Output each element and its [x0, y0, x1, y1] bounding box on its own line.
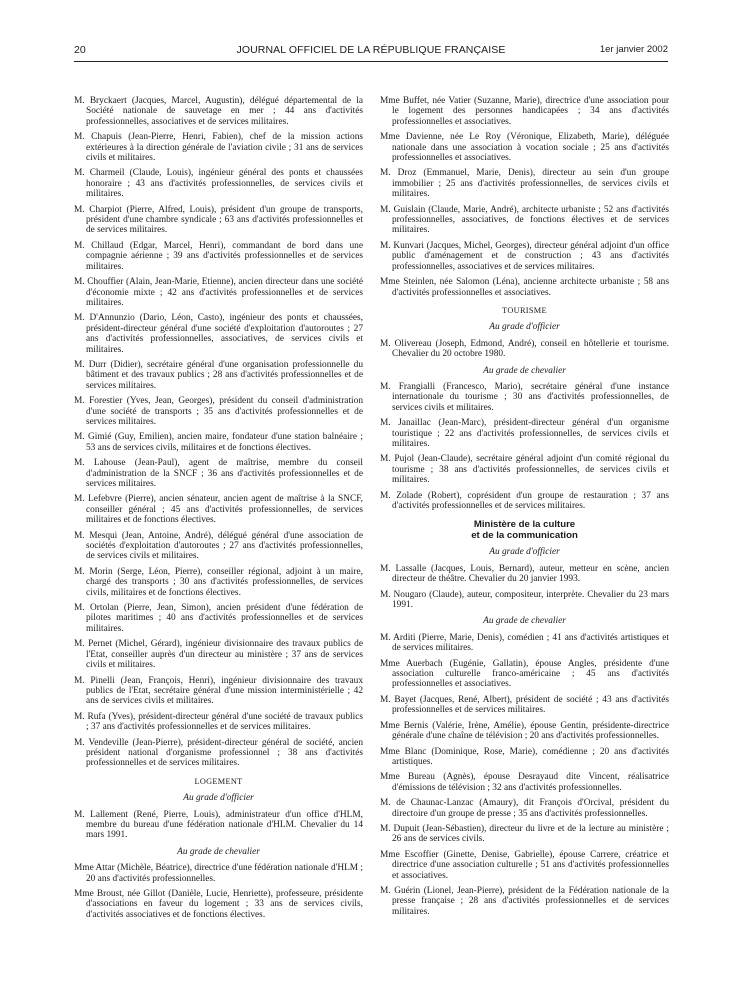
- grade-heading: Au grade d'officier: [183, 793, 254, 804]
- right-column: [380, 96, 669, 922]
- grade-heading: Au grade de chevalier: [483, 616, 566, 627]
- grade-heading: Au grade de chevalier: [483, 365, 566, 376]
- decoration-entry: M. Droz (Emmanuel, Marie, Denis), directeur au sein d'un groupe immobilier ; 25 ans d'activités professionnelles, de services civils et militaires.: [380, 168, 669, 200]
- decoration-entry: M. Forestier (Yves, Jean, Georges), président du conseil d'administration d'une société de transports ; 35 ans d'activités professionnelles et de services militaires.: [74, 396, 363, 427]
- decoration-entry: Mme Davienne, née Le Roy (Véronique, Elizabeth, Marie), déléguée nationale dans une association à vocation sociale ; 25 ans d'activités professionnelles et associatives.: [380, 132, 669, 164]
- decoration-entry: M. Lahouse (Jean-Paul), agent de maîtrise, membre du conseil d'administration de la SNCF ; 36 ans d'activités professionnelles et de services militaires.: [74, 458, 363, 489]
- decoration-entry: M. Nougaro (Claude), auteur, compositeur, interprète. Chevalier du 23 mars 1991.: [380, 589, 669, 611]
- grade-heading: Au grade d'officier: [489, 322, 560, 333]
- header-rule: [74, 61, 668, 62]
- decoration-entry: M. Janaillac (Jean-Marc), président-directeur général d'un organisme touristique ; 22 ans d'activités professionnelles, de services civils et militaires.: [380, 418, 669, 449]
- left-column: [74, 96, 363, 925]
- decoration-entry: M. Rufa (Yves), président-directeur général d'une société de travaux publics ; 37 ans d'activités professionnelles et de services militaires.: [74, 711, 363, 733]
- decoration-entry: M. Guislain (Claude, Marie, André), architecte urbaniste ; 52 ans d'activités professionnelles, associatives, de fonctions électives et de services militaires.: [380, 204, 669, 236]
- decoration-entry: M. Chouffier (Alain, Jean-Marie, Etienne), ancien directeur dans une société d'économie mixte ; 42 ans d'activités professionnelles et de services militaires.: [74, 277, 363, 308]
- decoration-entry: Mme Escoffier (Ginette, Denise, Gabrielle), épouse Carrere, créatrice et directrice d'une association culturelle ; 51 ans d'activités professionnelles et associatives.: [380, 849, 669, 881]
- decoration-entry: M. D'Annunzio (Dario, Léon, Casto), ingénieur des ponts et chaussées, président-directeur général d'une société d'exploitation d'autoroutes ; 27 ans d'activités professionnelles, associatives, de services civils et militaires.: [74, 313, 363, 355]
- decoration-entry: Mme Bureau (Agnès), épouse Desrayaud dite Vincent, réalisatrice d'émissions de télévision ; 32 ans d'activités professionnelles.: [380, 772, 669, 793]
- decoration-entry: M. Arditi (Pierre, Marie, Denis), comédien ; 41 ans d'activités artistiques et de services militaires.: [380, 632, 669, 654]
- decoration-entry: Mme Broust, née Gillot (Danièle, Lucie, Henriette), professeure, présidente d'associations en faveur du logement ; 33 ans de services civils, d'activités associatives et de fonctions électives.: [74, 889, 363, 920]
- page-header: [74, 44, 668, 60]
- decoration-entry: M. Ortolan (Pierre, Jean, Simon), ancien président d'une fédération de pilotes maritimes ; 40 ans d'activités professionnelles et de services militaires.: [74, 603, 363, 634]
- decoration-entry: M. Durr (Didier), secrétaire général d'une organisation professionnelle du bâtiment et des travaux publics ; 28 ans d'activités professionnelles et de services militaires.: [74, 359, 363, 391]
- page-number: 20: [74, 44, 86, 56]
- grade-heading: Au grade de chevalier: [177, 846, 260, 857]
- decoration-entry: M. Mesqui (Jean, Antoine, André), délégué général d'une association de sociétés d'exploitation d'autoroutes ; 27 ans d'activités professionnelles, de services civils et militaires.: [74, 530, 363, 562]
- issue-date: 1er janvier 2002: [599, 44, 668, 55]
- decoration-entry: Mme Steinlen, née Salomon (Léna), ancienne architecte urbaniste ; 58 ans d'activités professionnelles et associatives.: [380, 277, 669, 298]
- decoration-entry: M. Lefebvre (Pierre), ancien sénateur, ancien agent de maîtrise à la SNCF, conseiller général ; 45 ans d'activités professionnelles, de services militaires et de fonctions électives.: [74, 494, 363, 526]
- decoration-entry: M. Chillaud (Edgar, Marcel, Henri), commandant de bord dans une compagnie aérienne ; 39 ans d'activités professionnelles et de services militaires.: [74, 240, 363, 272]
- section-heading: LOGEMENT: [194, 776, 243, 786]
- decoration-entry: M. Charmeil (Claude, Louis), ingénieur général des ponts et chaussées honoraire ; 43 ans d'activités professionnelles, de services civils et militaires.: [74, 168, 363, 200]
- decoration-entry: M. Charpiot (Pierre, Alfred, Louis), président d'un groupe de transports, président d'une chambre syndicale ; 63 ans d'activités professionnelles et de services militaires.: [74, 204, 363, 236]
- decoration-entry: M. Morin (Serge, Léon, Pierre), conseiller régional, adjoint à un maire, chargé des transports ; 30 ans d'activités professionnelles, de services civils, militaires et de fonctions électives.: [74, 566, 363, 598]
- decoration-entry: M. de Chaunac-Lanzac (Amaury), dit François d'Orcival, président du directoire d'un groupe de presse ; 35 ans d'activités professionnelles.: [380, 798, 669, 819]
- decoration-entry: M. Kunvari (Jacques, Michel, Georges), directeur général adjoint d'un office public d'aménagement et de construction ; 43 ans d'activités professionnelles, associatives et de services militaires.: [380, 240, 669, 272]
- decoration-entry: Mme Attar (Michèle, Béatrice), directrice d'une fédération nationale d'HLM ; 20 ans d'activités professionnelles.: [74, 863, 364, 884]
- section-heading: TOURISME: [502, 305, 547, 315]
- decoration-entry: M. Olivereau (Joseph, Edmond, André), conseil en hôtellerie et tourisme. Chevalier du 20 octobre 1980.: [380, 338, 669, 360]
- decoration-entry: M. Vendeville (Jean-Pierre), président-directeur général de société, ancien président national d'organisme professionnel ; 38 ans d'activités professionnelles et de services militaires.: [74, 737, 363, 769]
- decoration-entry: Mme Auerbach (Eugénie, Gallatin), épouse Angles, présidente d'une association culturelle franco-américaine ; 45 ans d'activités professionnelles et associatives.: [380, 658, 669, 690]
- journal-title: JOURNAL OFFICIEL DE LA RÉPUBLIQUE FRANÇAISE: [236, 44, 506, 56]
- decoration-entry: M. Dupuit (Jean-Sébastien), directeur du livre et de la lecture au ministère ; 26 ans de services civils.: [380, 823, 669, 845]
- decoration-entry: M. Lassalle (Jacques, Louis, Bernard), auteur, metteur en scène, ancien directeur de théâtre. Chevalier du 20 janvier 1993.: [380, 563, 669, 585]
- decoration-entry: M. Chapuis (Jean-Pierre, Henri, Fabien), chef de la mission actions extérieures à la direction générale de l'aviation civile ; 31 ans de services civils et militaires.: [74, 132, 363, 164]
- decoration-entry: M. Zolade (Robert), coprésident d'un groupe de restauration ; 37 ans d'activités professionnelles et de services militaires.: [380, 490, 669, 511]
- decoration-entry: M. Guérin (Lionel, Jean-Pierre), président de la Fédération nationale de la presse française ; 28 ans d'activités professionnelles et de services militaires.: [380, 885, 669, 917]
- decoration-entry: Mme Bernis (Valérie, Irène, Amélie), épouse Gentin, présidente-directrice générale d'une chaîne de télévision ; 20 ans d'activités professionnelles.: [380, 720, 669, 742]
- decoration-entry: Mme Blanc (Dominique, Rose, Marie), comédienne ; 20 ans d'activités artistiques.: [380, 746, 669, 767]
- decoration-entry: M. Lallement (René, Pierre, Louis), administrateur d'un office d'HLM, membre du bureau d'une fédération nationale d'HLM. Chevalier du 14 mars 1991.: [74, 809, 363, 841]
- decoration-entry: M. Bryckaert (Jacques, Marcel, Augustin), délégué départemental de la Société nationale de sauvetage en mer ; 44 ans d'activités professionnelles, associatives et de services militaires.: [74, 96, 363, 127]
- ministry-heading: Ministère de la culture et de la communication: [471, 519, 578, 542]
- decoration-entry: M. Bayet (Jacques, René, Albert), président de société ; 43 ans d'activités professionnelles et de services militaires.: [380, 694, 669, 716]
- decoration-entry: M. Gimié (Guy, Emilien), ancien maire, fondateur d'une station balnéaire ; 53 ans de services civils, militaires et de fonctions électives.: [74, 432, 363, 453]
- decoration-entry: M. Pernet (Michel, Gérard), ingénieur divisionnaire des travaux publics de l'Etat, conseiller auprès d'un directeur au ministère ; 37 ans de services civils et militaires.: [74, 639, 363, 671]
- decoration-entry: M. Pujol (Jean-Claude), secrétaire général adjoint d'un comité régional du tourisme ; 38 ans d'activités professionnelles, de services civils et militaires.: [380, 454, 669, 486]
- decoration-entry: Mme Buffet, née Vatier (Suzanne, Marie), directrice d'une association pour le logement des personnes handicapées ; 34 ans d'activités professionnelles et associatives.: [380, 96, 669, 127]
- decoration-entry: M. Frangialli (Francesco, Mario), secrétaire général d'une instance internationale du tourisme ; 30 ans d'activités professionnelles, de services civils et militaires.: [380, 381, 669, 413]
- grade-heading: Au grade d'officier: [489, 547, 560, 558]
- decoration-entry: M. Pinelli (Jean, François, Henri), ingénieur divisionnaire des travaux publics de l'Etat, secrétaire général d'une mission interministérielle ; 42 ans de services civils et militaires.: [74, 675, 363, 707]
